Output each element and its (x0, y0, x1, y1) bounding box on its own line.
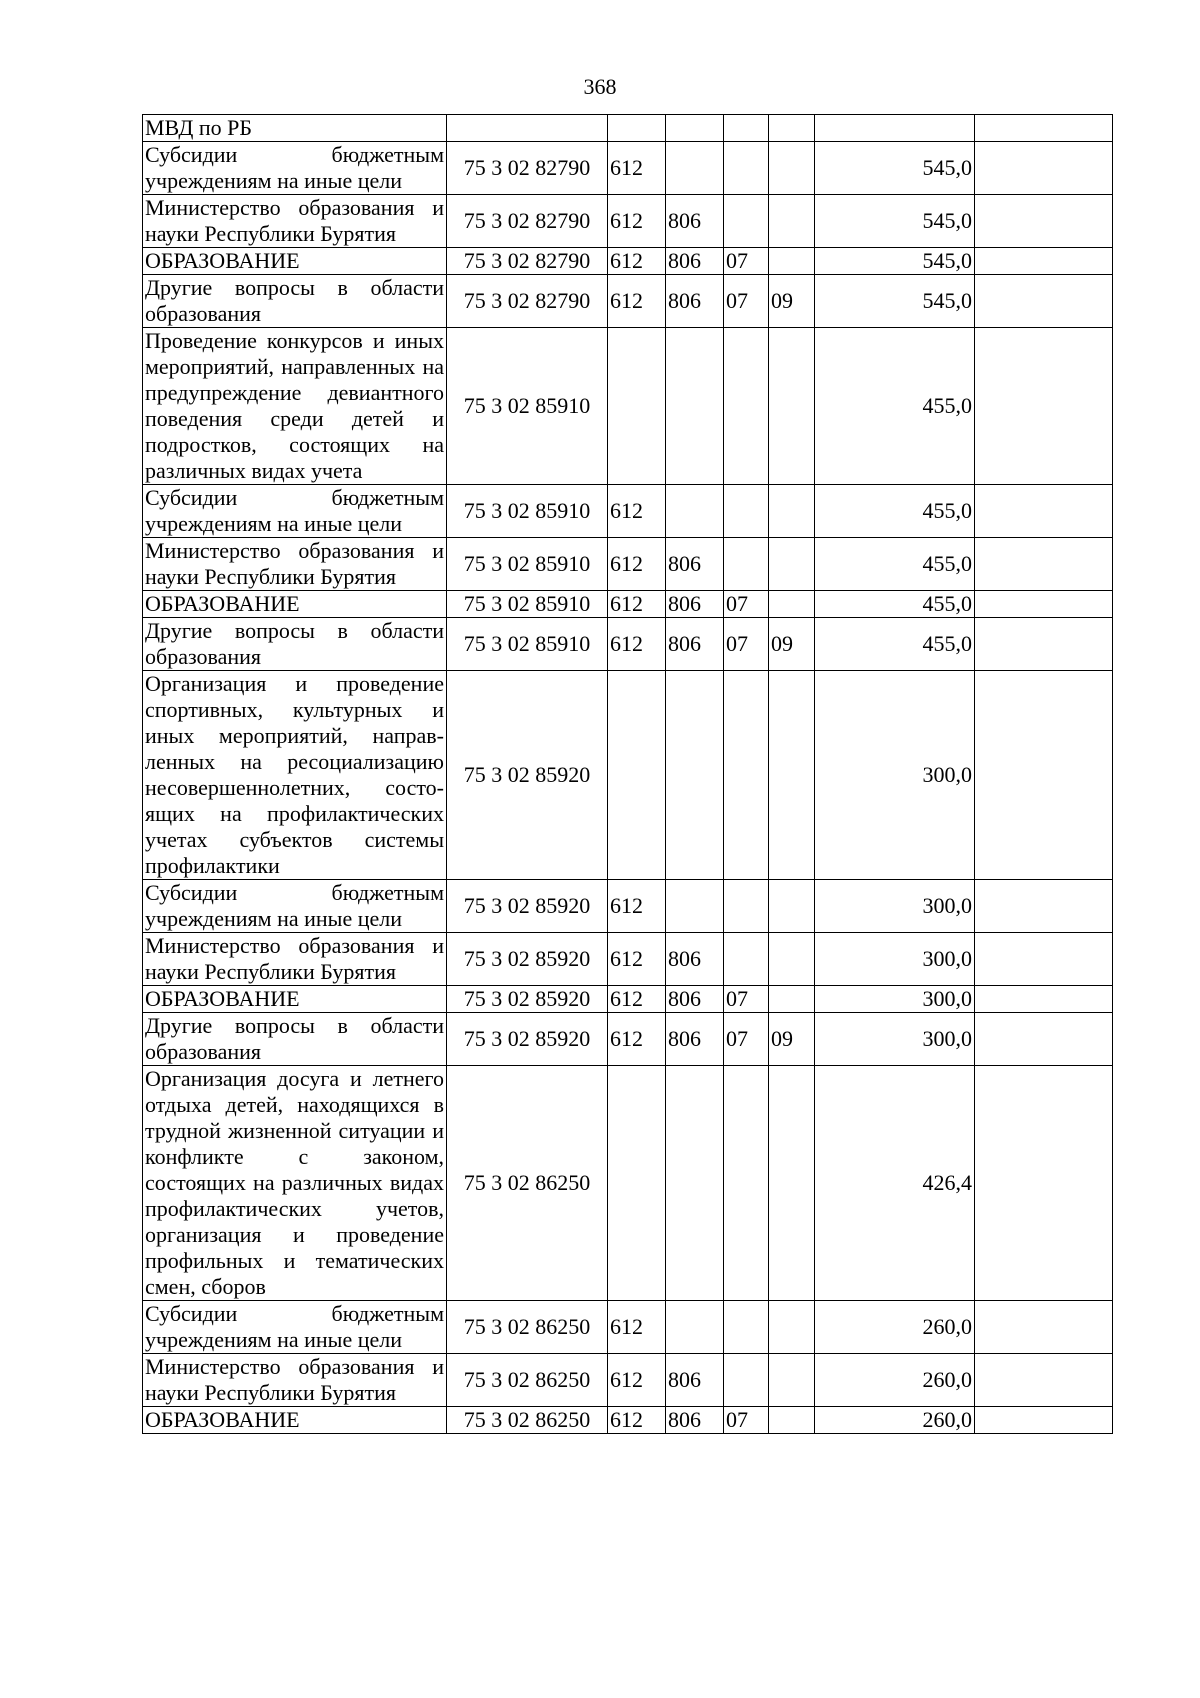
table-row (143, 1407, 1113, 1434)
section-code-cell: 07 (724, 248, 769, 275)
amount-cell: 545,0 (815, 195, 975, 248)
subsection-code-cell (769, 115, 815, 142)
target-article-cell: 75 3 02 85910 (447, 328, 608, 485)
section-code-cell: 07 (724, 1013, 769, 1066)
amount-cell: 426,4 (815, 1066, 975, 1301)
item-name-cell: Субсидии бюджетным учреждениям на иные цели (143, 1301, 447, 1354)
target-article-cell: 75 3 02 82790 (447, 195, 608, 248)
amount-cell: 300,0 (815, 880, 975, 933)
target-article-cell: 75 3 02 86250 (447, 1407, 608, 1434)
table-row (143, 880, 1113, 933)
subsection-code-cell (769, 248, 815, 275)
expense-type-cell (608, 328, 666, 485)
table-row (143, 1301, 1113, 1354)
administrator-code-cell (666, 1301, 724, 1354)
table-row (143, 618, 1113, 671)
empty-cell (975, 591, 1113, 618)
empty-cell (975, 933, 1113, 986)
target-article-cell: 75 3 02 82790 (447, 275, 608, 328)
expense-type-cell: 612 (608, 195, 666, 248)
table-row (143, 115, 1113, 142)
target-article-cell: 75 3 02 85920 (447, 880, 608, 933)
administrator-code-cell (666, 485, 724, 538)
item-name-cell: МВД по РБ (143, 115, 447, 142)
subsection-code-cell (769, 538, 815, 591)
administrator-code-cell: 806 (666, 195, 724, 248)
section-code-cell: 07 (724, 1407, 769, 1434)
subsection-code-cell (769, 880, 815, 933)
target-article-cell: 75 3 02 86250 (447, 1354, 608, 1407)
table-row (143, 671, 1113, 880)
administrator-code-cell: 806 (666, 538, 724, 591)
empty-cell (975, 1301, 1113, 1354)
subsection-code-cell (769, 671, 815, 880)
expense-type-cell: 612 (608, 986, 666, 1013)
table-row (143, 142, 1113, 195)
empty-cell (975, 671, 1113, 880)
expense-type-cell: 612 (608, 538, 666, 591)
empty-cell (975, 328, 1113, 485)
expense-type-cell (608, 115, 666, 142)
subsection-code-cell (769, 1066, 815, 1301)
amount-cell: 545,0 (815, 248, 975, 275)
empty-cell (975, 538, 1113, 591)
administrator-code-cell: 806 (666, 591, 724, 618)
administrator-code-cell (666, 880, 724, 933)
item-name-cell: Субсидии бюджетным учреждениям на иные цели (143, 142, 447, 195)
item-name-cell: Субсидии бюджетным учреждениям на иные цели (143, 880, 447, 933)
item-name-cell: Министерство образования и науки Республики Бурятия (143, 1354, 447, 1407)
target-article-cell: 75 3 02 82790 (447, 248, 608, 275)
expense-type-cell: 612 (608, 591, 666, 618)
amount-cell: 455,0 (815, 618, 975, 671)
administrator-code-cell (666, 671, 724, 880)
table-row (143, 248, 1113, 275)
amount-cell: 300,0 (815, 933, 975, 986)
target-article-cell: 75 3 02 82790 (447, 142, 608, 195)
table-row (143, 275, 1113, 328)
table-row (143, 591, 1113, 618)
target-article-cell: 75 3 02 85920 (447, 933, 608, 986)
target-article-cell: 75 3 02 85920 (447, 986, 608, 1013)
item-name-cell: Организация досуга и летнего отдыха детей, находящихся в трудной жизненной ситуации и конфликте с законом, состоящих на различных видах профилактических учетов, организация и проведение профильных и тематических смен, сборов (143, 1066, 447, 1301)
amount-cell: 455,0 (815, 538, 975, 591)
section-code-cell (724, 195, 769, 248)
subsection-code-cell (769, 986, 815, 1013)
administrator-code-cell: 806 (666, 1354, 724, 1407)
item-name-cell: ОБРАЗОВАНИЕ (143, 986, 447, 1013)
subsection-code-cell: 09 (769, 1013, 815, 1066)
item-name-cell: ОБРАЗОВАНИЕ (143, 591, 447, 618)
table-body (143, 115, 1113, 1434)
subsection-code-cell (769, 142, 815, 195)
target-article-cell: 75 3 02 85910 (447, 618, 608, 671)
target-article-cell: 75 3 02 85920 (447, 671, 608, 880)
administrator-code-cell (666, 142, 724, 195)
section-code-cell (724, 115, 769, 142)
empty-cell (975, 1066, 1113, 1301)
amount-cell: 545,0 (815, 142, 975, 195)
item-name-cell: Министерство образования и науки Республики Бурятия (143, 538, 447, 591)
section-code-cell (724, 328, 769, 485)
item-name-cell: Другие вопросы в области образования (143, 1013, 447, 1066)
subsection-code-cell (769, 1354, 815, 1407)
target-article-cell: 75 3 02 85910 (447, 485, 608, 538)
expense-type-cell: 612 (608, 1407, 666, 1434)
section-code-cell (724, 1066, 769, 1301)
item-name-cell: Другие вопросы в области образования (143, 618, 447, 671)
table-row (143, 1013, 1113, 1066)
expense-type-cell (608, 1066, 666, 1301)
target-article-cell: 75 3 02 85910 (447, 538, 608, 591)
administrator-code-cell: 806 (666, 275, 724, 328)
table-row (143, 1066, 1113, 1301)
target-article-cell (447, 115, 608, 142)
expense-type-cell: 612 (608, 1301, 666, 1354)
section-code-cell: 07 (724, 986, 769, 1013)
empty-cell (975, 485, 1113, 538)
amount-cell: 260,0 (815, 1407, 975, 1434)
item-name-cell: Проведение конкурсов и иных мероприятий, направленных на предупреждение девиантного поведения среди детей и подростков, состоящих на различных видах учета (143, 328, 447, 485)
target-article-cell: 75 3 02 85920 (447, 1013, 608, 1066)
table-row (143, 195, 1113, 248)
subsection-code-cell (769, 485, 815, 538)
administrator-code-cell (666, 328, 724, 485)
administrator-code-cell: 806 (666, 1407, 724, 1434)
target-article-cell: 75 3 02 86250 (447, 1066, 608, 1301)
empty-cell (975, 880, 1113, 933)
amount-cell: 260,0 (815, 1354, 975, 1407)
subsection-code-cell (769, 1407, 815, 1434)
section-code-cell: 07 (724, 275, 769, 328)
section-code-cell (724, 142, 769, 195)
item-name-cell: Министерство образования и науки Республики Бурятия (143, 933, 447, 986)
section-code-cell (724, 671, 769, 880)
administrator-code-cell: 806 (666, 248, 724, 275)
subsection-code-cell: 09 (769, 275, 815, 328)
table-row (143, 986, 1113, 1013)
budget-table (142, 114, 1113, 1434)
administrator-code-cell: 806 (666, 618, 724, 671)
subsection-code-cell (769, 328, 815, 485)
amount-cell: 300,0 (815, 986, 975, 1013)
expense-type-cell: 612 (608, 880, 666, 933)
item-name-cell: Субсидии бюджетным учреждениям на иные цели (143, 485, 447, 538)
expense-type-cell (608, 671, 666, 880)
subsection-code-cell: 09 (769, 618, 815, 671)
amount-cell: 300,0 (815, 671, 975, 880)
empty-cell (975, 115, 1113, 142)
amount-cell: 455,0 (815, 591, 975, 618)
page-number: 368 (583, 74, 617, 99)
expense-type-cell: 612 (608, 275, 666, 328)
empty-cell (975, 142, 1113, 195)
subsection-code-cell (769, 933, 815, 986)
administrator-code-cell (666, 115, 724, 142)
expense-type-cell: 612 (608, 1013, 666, 1066)
empty-cell (975, 195, 1113, 248)
target-article-cell: 75 3 02 86250 (447, 1301, 608, 1354)
subsection-code-cell (769, 1301, 815, 1354)
table-row (143, 933, 1113, 986)
amount-cell: 455,0 (815, 485, 975, 538)
amount-cell: 455,0 (815, 328, 975, 485)
empty-cell (975, 618, 1113, 671)
table-row (143, 1354, 1113, 1407)
empty-cell (975, 1407, 1113, 1434)
administrator-code-cell: 806 (666, 1013, 724, 1066)
item-name-cell: Министерство образования и науки Республики Бурятия (143, 195, 447, 248)
empty-cell (975, 1354, 1113, 1407)
empty-cell (975, 275, 1113, 328)
item-name-cell: Другие вопросы в области образования (143, 275, 447, 328)
empty-cell (975, 1013, 1113, 1066)
table-row (143, 485, 1113, 538)
administrator-code-cell: 806 (666, 986, 724, 1013)
subsection-code-cell (769, 591, 815, 618)
amount-cell: 545,0 (815, 275, 975, 328)
item-name-cell: ОБРАЗОВАНИЕ (143, 1407, 447, 1434)
amount-cell (815, 115, 975, 142)
expense-type-cell: 612 (608, 142, 666, 195)
table-row (143, 538, 1113, 591)
expense-type-cell: 612 (608, 618, 666, 671)
item-name-cell: Организация и проведение спортивных, культурных и иных мероприятий, направленных на ресоциализацию несовершеннолетних, состоящих на профилактических учетах субъектов системы профилактики (143, 671, 447, 880)
empty-cell (975, 986, 1113, 1013)
table-row (143, 328, 1113, 485)
item-name-cell: ОБРАЗОВАНИЕ (143, 248, 447, 275)
section-code-cell: 07 (724, 618, 769, 671)
section-code-cell (724, 538, 769, 591)
amount-cell: 300,0 (815, 1013, 975, 1066)
expense-type-cell: 612 (608, 248, 666, 275)
section-code-cell (724, 485, 769, 538)
section-code-cell (724, 933, 769, 986)
amount-cell: 260,0 (815, 1301, 975, 1354)
expense-type-cell: 612 (608, 933, 666, 986)
expense-type-cell: 612 (608, 1354, 666, 1407)
administrator-code-cell (666, 1066, 724, 1301)
administrator-code-cell: 806 (666, 933, 724, 986)
target-article-cell: 75 3 02 85910 (447, 591, 608, 618)
section-code-cell (724, 1301, 769, 1354)
expense-type-cell: 612 (608, 485, 666, 538)
subsection-code-cell (769, 195, 815, 248)
section-code-cell (724, 1354, 769, 1407)
empty-cell (975, 248, 1113, 275)
section-code-cell (724, 880, 769, 933)
section-code-cell: 07 (724, 591, 769, 618)
